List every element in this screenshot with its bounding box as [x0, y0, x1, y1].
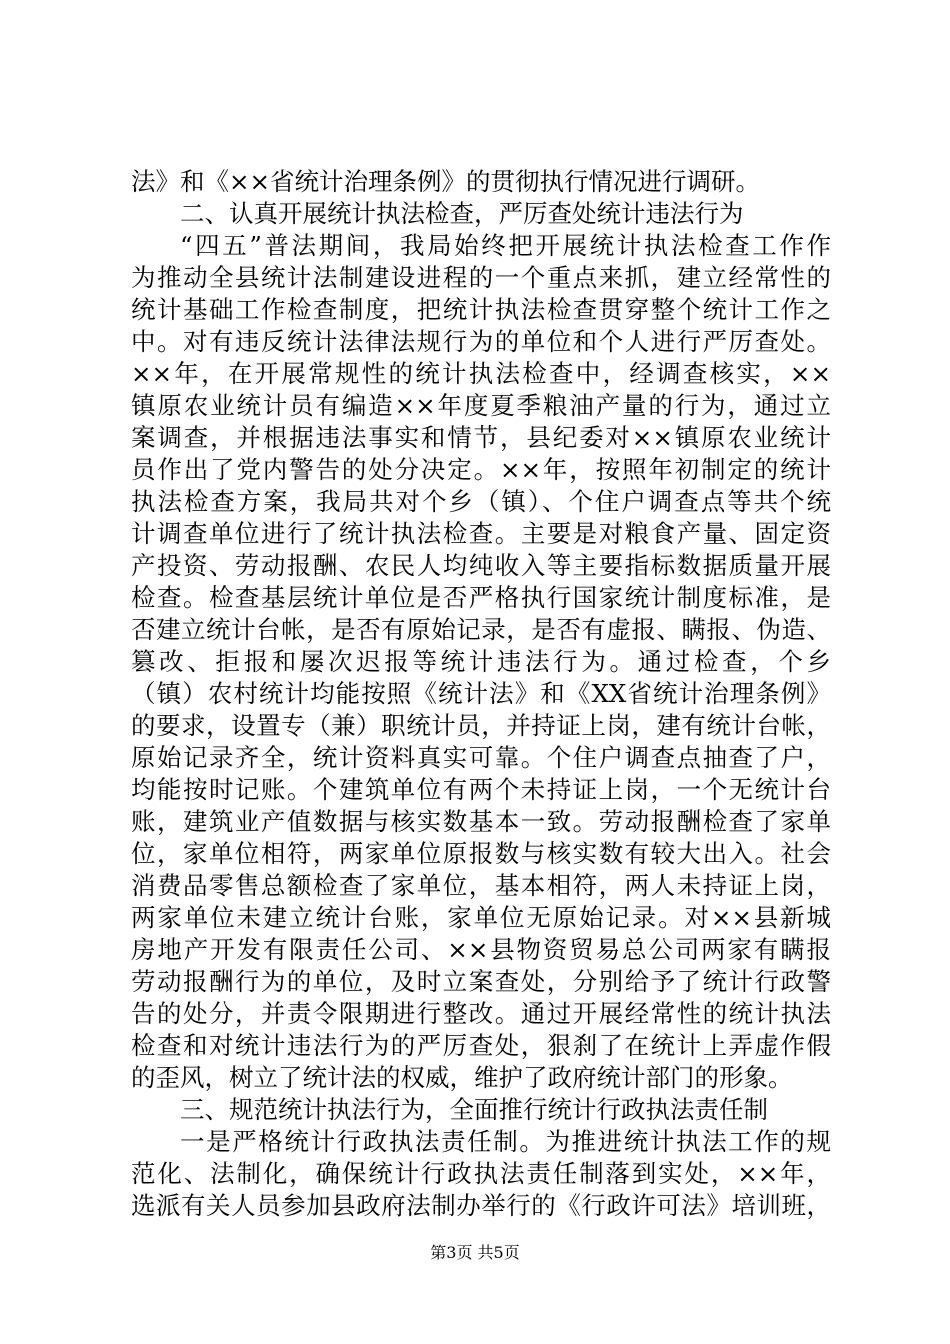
text-line: 篡改、拒报和屡次迟报等统计违法行为。通过检查，个乡: [131, 647, 831, 676]
text-line: 账，建筑业产值数据与核实数基本一致。劳动报酬检查了家单: [131, 807, 831, 836]
text-line: 中。对有违反统计法律法规行为的单位和个人进行严厉查处。: [131, 327, 831, 356]
text-line: 检查和对统计违法行为的严厉查处，狠刹了在统计上弄虚作假: [131, 1031, 831, 1060]
text-line: 均能按时记账。个建筑单位有两个未持证上岗，一个无统计台: [131, 775, 831, 804]
text-line: 产投资、劳动报酬、农民人均纯收入等主要指标数据质量开展: [131, 551, 831, 580]
text-line: （镇）农村统计均能按照《统计法》和《XX省统计治理条例》: [131, 679, 831, 708]
document-body: [131, 166, 831, 1222]
section-heading: 三、规范统计执法行为，全面推行统计行政执法责任制: [180, 1095, 768, 1124]
page-number-footer: 第3页 共5页: [430, 1243, 520, 1262]
text-line: 一是严格统计行政执法责任制。为推进统计执法工作的规: [180, 1127, 831, 1156]
text-line: 位，家单位相符，两家单位原报数与核实数有较大出入。社会: [131, 839, 831, 868]
text-line: 选派有关人员参加县政府法制办举行的《行政许可法》培训班，: [131, 1191, 831, 1220]
text-line: 法》和《××省统计治理条例》的贯彻执行情况进行调研。: [131, 167, 761, 196]
text-line: 的要求，设置专（兼）职统计员，并持证上岗，建有统计台帐，: [131, 711, 831, 740]
text-line: 范化、法制化，确保统计行政执法责任制落到实处，××年，: [131, 1159, 831, 1188]
section-heading: 二、认真开展统计执法检查，严厉查处统计违法行为: [180, 199, 744, 228]
text-line: 原始记录齐全，统计资料真实可靠。个住户调查点抽查了户，: [131, 743, 831, 772]
text-line: 计调查单位进行了统计执法检查。主要是对粮食产量、固定资: [131, 519, 831, 548]
text-line: 的歪风，树立了统计法的权威，维护了政府统计部门的形象。: [131, 1063, 793, 1092]
text-line: 案调查，并根据违法事实和情节，县纪委对××镇原农业统计: [131, 423, 831, 452]
text-line: 镇原农业统计员有编造××年度夏季粮油产量的行为，通过立: [131, 391, 831, 420]
text-line: 房地产开发有限责任公司、××县物资贸易总公司两家有瞒报: [131, 935, 831, 964]
text-line: 两家单位未建立统计台账，家单位无原始记录。对××县新城: [131, 903, 831, 932]
text-line: 检查。检查基层统计单位是否严格执行国家统计制度标准，是: [131, 583, 831, 612]
text-line: 告的处分，并责令限期进行整改。通过开展经常性的统计执法: [131, 999, 831, 1028]
text-line: 为推动全县统计法制建设进程的一个重点来抓，建立经常性的: [131, 263, 831, 292]
text-line: “四五”普法期间，我局始终把开展统计执法检查工作作: [180, 231, 831, 260]
text-line: 统计基础工作检查制度，把统计执法检查贯穿整个统计工作之: [131, 295, 831, 324]
text-line: 否建立统计台帐，是否有原始记录，是否有虚报、瞒报、伪造、: [131, 615, 831, 644]
text-line: 劳动报酬行为的单位，及时立案查处，分别给予了统计行政警: [131, 967, 831, 996]
text-line: 执法检查方案，我局共对个乡（镇）、个住户调查点等共个统: [131, 487, 831, 516]
text-line: ××年，在开展常规性的统计执法检查中，经调查核实，××: [131, 359, 831, 388]
text-line: 员作出了党内警告的处分决定。××年，按照年初制定的统计: [131, 455, 831, 484]
text-line: 消费品零售总额检查了家单位，基本相符，两人未持证上岗，: [131, 871, 831, 900]
